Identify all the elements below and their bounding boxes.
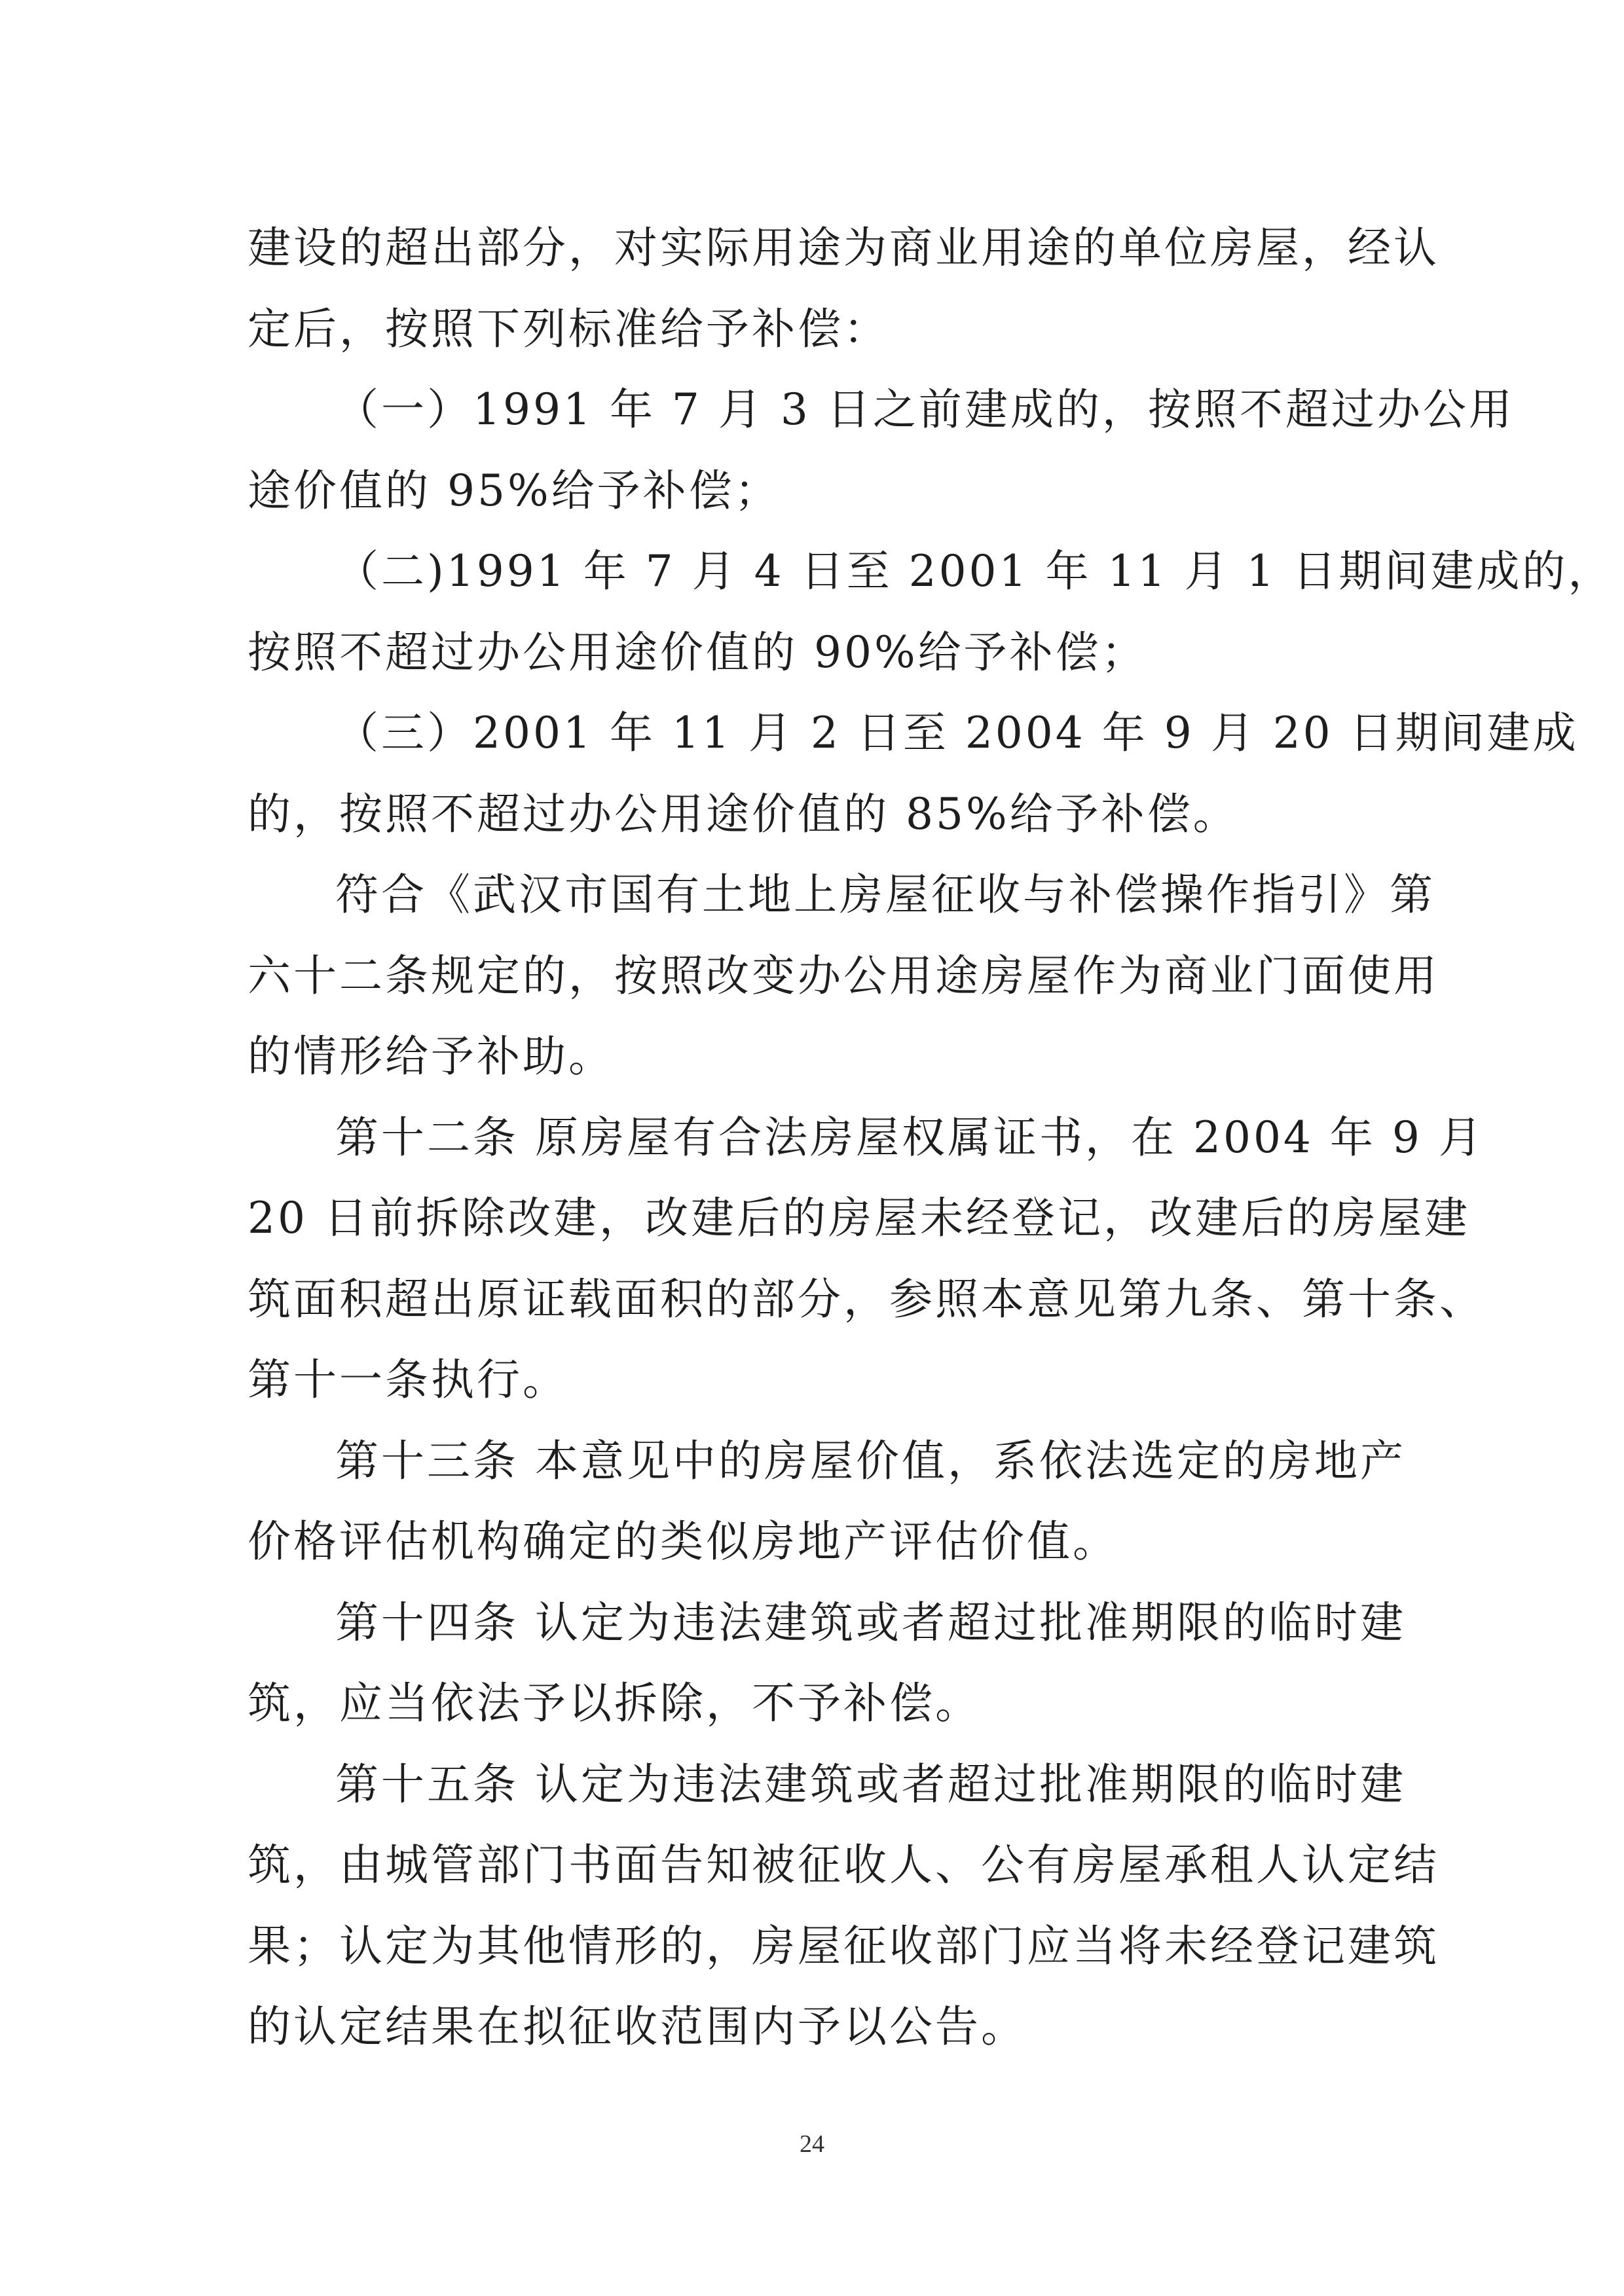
text-line: 第十四条 认定为违法建筑或者超过批准期限的临时建 bbox=[335, 1597, 1406, 1648]
document-body bbox=[248, 208, 1614, 2068]
text-line: 途价值的 95%给予补偿； bbox=[248, 465, 781, 516]
text-line: 果；认定为其他情形的，房屋征收部门应当将未经登记建筑 bbox=[248, 1920, 1439, 1971]
text-line: 六十二条规定的，按照改变办公用途房屋作为商业门面使用 bbox=[248, 950, 1439, 1001]
text-line: 第十五条 认定为违法建筑或者超过批准期限的临时建 bbox=[335, 1758, 1406, 1810]
text-line: 价格评估机构确定的类似房地产评估价值。 bbox=[248, 1516, 1118, 1567]
text-line: 的认定结果在拟征收范围内予以公告。 bbox=[248, 2001, 1027, 2052]
text-line: 第十一条执行。 bbox=[248, 1355, 568, 1405]
page-number: 24 bbox=[800, 2130, 824, 2158]
text-line: 定后，按照下列标准给予补偿： bbox=[248, 303, 889, 354]
text-line: 筑，由城管部门书面告知被征收人、公有房屋承租人认定结 bbox=[248, 1840, 1439, 1890]
text-line: 筑面积超出原证载面积的部分，参照本意见第九条、第十条、 bbox=[248, 1273, 1485, 1324]
text-line: 的，按照不超过办公用途价值的 85%给予补偿。 bbox=[248, 788, 1239, 839]
text-line: 第十二条 原房屋有合法房屋权属证书，在 2004 年 9 月 bbox=[335, 1112, 1485, 1163]
text-line: （一）1991 年 7 月 3 日之前建成的，按照不超过办公用 bbox=[335, 384, 1515, 435]
text-line: 20 日前拆除改建，改建后的房屋未经登记，改建后的房屋建 bbox=[248, 1193, 1470, 1243]
text-line: 按照不超过办公用途价值的 90%给予补偿； bbox=[248, 627, 1147, 678]
text-line: 符合《武汉市国有土地上房屋征收与补偿操作指引》第 bbox=[335, 869, 1435, 920]
text-line: 第十三条 本意见中的房屋价值，系依法选定的房地产 bbox=[335, 1435, 1406, 1486]
text-line: 的情形给予补助。 bbox=[248, 1031, 614, 1082]
text-line: （二)1991 年 7 月 4 日至 2001 年 11 月 1 日期间建成的， bbox=[335, 546, 1614, 596]
text-line: 建设的超出部分，对实际用途为商业用途的单位房屋，经认 bbox=[248, 223, 1439, 273]
text-line: 筑，应当依法予以拆除，不予补偿。 bbox=[248, 1678, 981, 1728]
text-line: （三）2001 年 11 月 2 日至 2004 年 9 月 20 日期间建成 bbox=[335, 708, 1579, 758]
